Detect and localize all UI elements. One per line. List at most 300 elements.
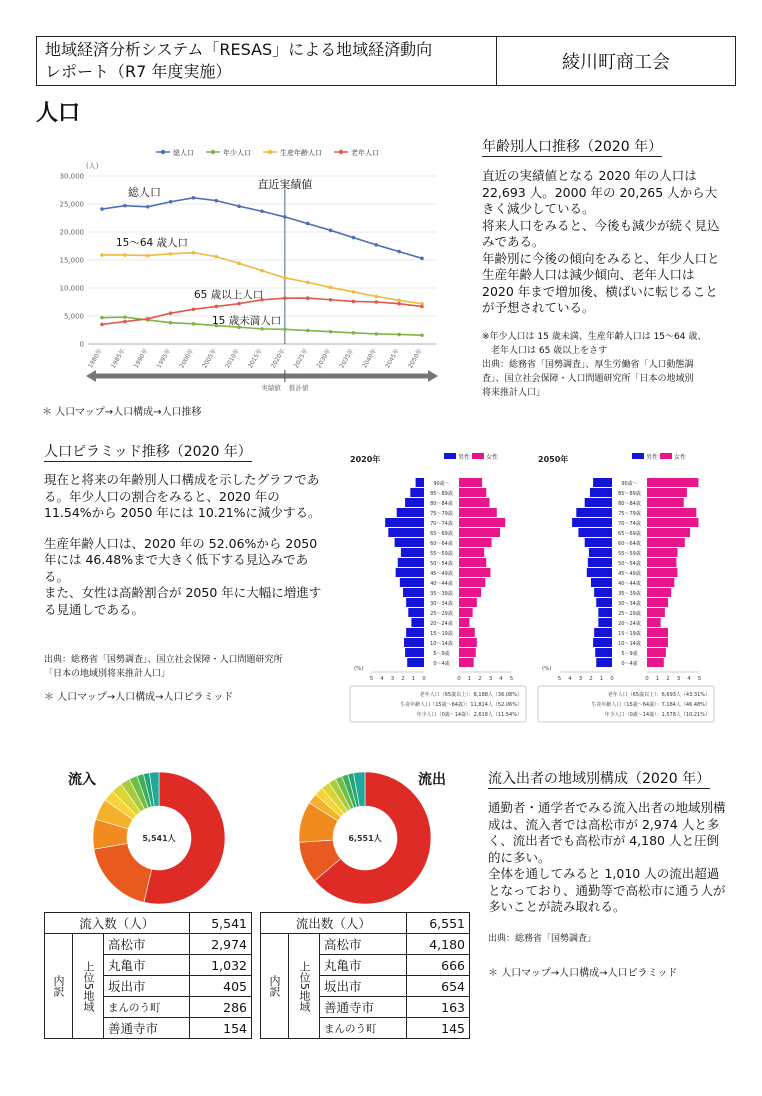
female-bar [647, 568, 677, 577]
age-group-label: 0～4歳 [621, 661, 638, 667]
male-bar [572, 518, 612, 527]
female-bar [647, 618, 661, 627]
outflow-table [260, 912, 470, 1039]
outflow-total-value: 6,551 [406, 913, 469, 934]
legend-label: 男性 [458, 454, 471, 461]
data-point [420, 333, 424, 337]
x-tick-label: 3 [578, 676, 583, 682]
y-tick-label: 10,000 [59, 284, 84, 293]
age-group-label: 5～9歳 [621, 651, 638, 657]
female-bar [647, 528, 690, 537]
y-axis-unit: (人) [86, 162, 99, 170]
female-bar [647, 638, 668, 647]
x-tick-label: 1990年 [132, 347, 150, 370]
data-point [283, 215, 287, 219]
age-group-label: 65～69歳 [430, 531, 453, 537]
male-bar [589, 548, 612, 557]
male-bar [593, 638, 612, 647]
x-tick-label: 2000年 [178, 347, 196, 370]
data-point [237, 302, 241, 306]
male-bar [587, 568, 612, 577]
x-tick-label: 4 [380, 676, 384, 682]
donut-title: 流入 [68, 772, 96, 788]
table-cell-region: 坂出市 [104, 976, 190, 997]
legend-label: 女性 [486, 454, 499, 461]
data-point [260, 327, 264, 331]
y-tick-label: 15,000 [59, 256, 84, 265]
age-group-label: 40～44歳 [430, 581, 453, 587]
data-point [306, 296, 310, 300]
table-cell-value: 163 [406, 997, 469, 1018]
data-point [100, 323, 104, 327]
age-group-label: 10～14歳 [430, 641, 453, 647]
organization-name: 綾川町商工会 [562, 52, 670, 73]
summary-line: 生産年齢人口（15歳〜64歳）：7,184人（46.48%） [591, 702, 710, 708]
age-group-label: 60～64歳 [618, 541, 641, 547]
female-bar [647, 578, 674, 587]
x-tick-label: 2 [478, 676, 482, 682]
data-point [397, 302, 401, 306]
female-bar [459, 608, 473, 617]
annotation-label: 15～64 歳人口 [116, 237, 189, 249]
male-bar [590, 488, 612, 497]
population-footnote: ＊ 人口マップ→人口構成→人口推移 [42, 407, 202, 418]
female-bar [647, 628, 668, 637]
male-bar [398, 558, 424, 567]
data-point [123, 315, 127, 319]
female-bar [459, 648, 476, 657]
data-point [374, 300, 378, 304]
table-cell-region: まんのう町 [104, 997, 190, 1018]
age-group-label: 55～59歳 [618, 551, 641, 557]
female-bar [459, 658, 474, 667]
age-group-label: 35～39歳 [430, 591, 453, 597]
male-bar [395, 538, 424, 547]
x-tick-label: 0 [457, 676, 461, 682]
table-cell-region: 善通寺市 [320, 997, 407, 1018]
pyramid-subtitle: 人口ピラミッド推移（2020 年） [44, 444, 252, 460]
table-cell-region: 丸亀市 [104, 955, 190, 976]
report-title: 地域経済分析システム「RESAS」による地域経済動向 レポート（R7 年度実施） [37, 37, 497, 85]
female-bar [459, 488, 486, 497]
female-bar [459, 628, 475, 637]
summary-line: 年少人口（0歳〜14歳）：1,578人（10.21%） [604, 712, 710, 718]
data-point [260, 209, 264, 213]
male-bar [401, 548, 424, 557]
female-bar [459, 598, 477, 607]
breakdown-label: 内訳 [45, 934, 73, 1039]
inflow-table [44, 912, 252, 1039]
female-bar [647, 658, 664, 667]
band-label: 推計値 [288, 384, 309, 392]
data-point [214, 305, 218, 309]
age-group-label: 20～24歳 [618, 621, 641, 627]
male-bar [397, 508, 424, 517]
age-group-label: 0～4歳 [433, 661, 450, 667]
legend-label: 男性 [646, 454, 659, 461]
data-point [123, 253, 127, 257]
male-bar [405, 648, 424, 657]
table-cell-value: 666 [406, 955, 469, 976]
x-tick-label: 2010年 [224, 347, 241, 370]
age-group-label: 80～84歳 [618, 501, 641, 507]
population-subtitle: 年齢別人口推移（2020 年） [482, 139, 663, 155]
summary-line: 生産年齢人口（15歳〜64歳）：11,814人（52.06%） [400, 702, 522, 708]
male-bar [403, 588, 424, 597]
male-bar [411, 618, 424, 627]
age-group-label: 35～39歳 [618, 591, 641, 597]
legend-marker [161, 150, 165, 154]
summary-line: 老年人口（65歳以上）：6,693人（43.31%） [607, 692, 710, 698]
commute-paragraph: 通勤者・通学者でみる流入出者の地域別構成は、流入者では高松市が 2,974 人と多く、流出者でも高松市が 4,180 人と圧倒的に多い。 [488, 800, 726, 865]
data-point [397, 250, 401, 254]
report-header [36, 36, 736, 86]
legend-label: 生産年齢人口 [280, 149, 322, 157]
donut-title: 流出 [418, 772, 446, 788]
data-point [146, 205, 150, 209]
commute-subtitle: 流入出者の地域別構成（2020 年） [488, 771, 711, 787]
y-tick-label: 0 [79, 340, 84, 349]
legend-marker [339, 150, 343, 154]
donut-slice [94, 843, 152, 902]
data-point [283, 276, 287, 280]
male-bar [385, 518, 424, 527]
summary-line: 老年人口（65歳以上）：8,188人（36.08%） [419, 692, 522, 698]
pyramid-year-label: 2020年 [350, 455, 381, 464]
annotation-label: 15 歳未満人口 [212, 315, 282, 327]
x-tick-label: 1 [655, 676, 660, 682]
table-cell-value: 145 [406, 1018, 469, 1039]
table-cell-region: 高松市 [104, 934, 190, 955]
female-bar [459, 558, 486, 567]
age-group-label: 45～49歳 [618, 571, 641, 577]
age-group-label: 25～29歳 [618, 611, 641, 617]
unit-label: (%) [354, 666, 364, 672]
population-trend-chart [36, 138, 446, 398]
arrow-head [428, 370, 438, 382]
population-paragraph: 年齢別に今後の傾向をみると、年少人口と生産年齢人口は減少傾向、老年人口は 2020 年まで増加後、横ばいに転じることが予想されている。 [482, 250, 720, 315]
pyramid-source: 出典：総務省「国勢調査」、国立社会保障・人口問題研究所 「日本の地域別将来推計人口」 [44, 655, 283, 679]
data-point [420, 305, 424, 309]
female-bar [647, 608, 665, 617]
x-tick-label: 2020年 [269, 347, 287, 370]
outflow-total-label: 流出数（人） [261, 913, 407, 934]
data-point [283, 296, 287, 300]
female-bar [459, 548, 484, 557]
age-group-label: 20～24歳 [430, 621, 453, 627]
data-point [306, 281, 310, 285]
x-tick-label: 2 [401, 676, 405, 682]
table-cell-value: 2,974 [189, 934, 251, 955]
annotation-label: 総人口 [128, 186, 161, 199]
data-point [352, 236, 356, 240]
x-tick-label: 5 [697, 676, 702, 682]
x-tick-label: 4 [499, 676, 503, 682]
pyramid-text [44, 472, 330, 618]
female-bar [647, 488, 687, 497]
data-point [169, 200, 173, 204]
x-tick-label: 3 [390, 676, 395, 682]
legend-swatch-female [660, 453, 672, 459]
y-tick-label: 25,000 [59, 200, 84, 209]
age-group-label: 70～74歳 [618, 521, 641, 527]
y-tick-label: 30,000 [59, 172, 84, 181]
age-group-label: 70～74歳 [430, 521, 453, 527]
legend-label: 総人口 [173, 149, 194, 157]
x-tick-label: 1980年 [87, 347, 104, 370]
data-point [397, 299, 401, 303]
data-point [146, 317, 150, 321]
age-group-label: 40～44歳 [618, 581, 641, 587]
pyramid-year-label: 2050年 [538, 455, 569, 464]
male-bar [416, 478, 424, 487]
data-point [123, 320, 127, 324]
male-bar [410, 488, 424, 497]
table-cell-region: 善通寺市 [104, 1018, 190, 1039]
data-point [374, 295, 378, 299]
legend-swatch-male [632, 453, 644, 459]
commute-footnote: ＊ 人口マップ→人口構成→人口ピラミッド [488, 968, 678, 979]
table-cell-region: 坂出市 [320, 976, 407, 997]
data-point [214, 199, 218, 203]
x-tick-label: 2015年 [247, 347, 264, 370]
table-cell-value: 1,032 [189, 955, 251, 976]
legend-marker [211, 150, 215, 154]
table-cell-value: 286 [189, 997, 251, 1018]
table-cell-value: 154 [189, 1018, 251, 1039]
data-point [352, 290, 356, 294]
top5-label: 上位5地域 [289, 934, 320, 1039]
x-tick-label: 1 [411, 676, 416, 682]
age-group-label: 75～79歳 [618, 511, 641, 517]
commute-text [488, 800, 728, 916]
female-bar [459, 518, 505, 527]
female-bar [459, 618, 470, 627]
age-group-label: 15～19歳 [430, 631, 453, 637]
x-tick-label: 4 [568, 676, 572, 682]
female-bar [459, 528, 500, 537]
y-tick-label: 5,000 [63, 312, 84, 321]
age-group-label: 15～19歳 [618, 631, 641, 637]
x-tick-label: 2040年 [361, 347, 379, 370]
data-point [352, 331, 356, 335]
legend-swatch-female [472, 453, 484, 459]
male-bar [596, 598, 612, 607]
x-tick-label: 2 [666, 676, 670, 682]
outflow-donut-chart [268, 768, 462, 906]
female-bar [459, 578, 485, 587]
x-tick-label: 2025年 [292, 347, 310, 370]
data-point [329, 330, 333, 334]
x-tick-label: 5 [557, 676, 562, 682]
data-point [192, 307, 196, 311]
data-point [192, 322, 196, 326]
y-tick-label: 20,000 [59, 228, 84, 237]
data-point [352, 300, 356, 304]
male-bar [594, 588, 612, 597]
age-group-label: 55～59歳 [430, 551, 453, 557]
arrow-head [86, 370, 96, 382]
x-tick-label: 2 [589, 676, 593, 682]
band-label: 実績値 [261, 384, 281, 392]
x-tick-label: 0 [422, 676, 426, 682]
female-bar [647, 548, 677, 557]
summary-line: 年少人口（0歳〜14歳）：2,618人（11.54%） [416, 712, 522, 718]
male-bar [405, 498, 424, 507]
data-point [260, 269, 264, 273]
inflow-donut-chart [62, 768, 256, 906]
male-bar [593, 478, 612, 487]
x-tick-label: 1995年 [155, 347, 173, 370]
female-bar [459, 478, 482, 487]
female-bar [647, 648, 666, 657]
age-group-label: 75～79歳 [430, 511, 453, 517]
female-bar [459, 588, 481, 597]
commute-paragraph: 全体を通してみると 1,010 人の流出超過となっており、通勤等で高松市に通う人が多いことが読み取れる。 [488, 866, 726, 914]
legend-label: 老年人口 [351, 149, 379, 157]
table-cell-region: まんのう町 [320, 1018, 407, 1039]
data-point [169, 321, 173, 325]
male-bar [408, 608, 424, 617]
donut-center-label: 5,541人 [142, 834, 176, 843]
data-point [237, 204, 241, 208]
male-bar [406, 598, 424, 607]
female-bar [647, 588, 671, 597]
pyramid-paragraph: 現在と将来の年齢別人口構成を示したグラフである。年少人口の割合をみると、2020 年の 11.54%から 2050 年には 10.21%に減少する。 [44, 472, 321, 520]
x-tick-label: 0 [645, 676, 649, 682]
male-bar [591, 578, 612, 587]
data-point [169, 311, 173, 315]
female-bar [647, 498, 684, 507]
data-point [329, 298, 333, 302]
data-point [283, 328, 287, 332]
data-point [214, 255, 218, 259]
male-bar [598, 608, 612, 617]
x-tick-label: 5 [509, 676, 514, 682]
population-text [482, 168, 728, 317]
x-tick-label: 2045年 [384, 347, 401, 370]
data-point [306, 222, 310, 226]
age-group-label: 30～34歳 [430, 601, 453, 607]
male-bar [407, 658, 424, 667]
legend-label: 年少人口 [223, 149, 251, 157]
data-point [237, 262, 241, 266]
legend-marker [268, 150, 272, 154]
age-group-label: 60～64歳 [430, 541, 453, 547]
series-line [102, 198, 422, 258]
age-group-label: 85～89歳 [430, 491, 453, 497]
male-bar [388, 528, 424, 537]
female-bar [647, 538, 685, 547]
age-group-label: 85～89歳 [618, 491, 641, 497]
pyramid-footnote: ＊ 人口マップ→人口構成→人口ピラミッド [44, 692, 234, 703]
male-bar [588, 558, 612, 567]
legend-swatch-male [444, 453, 456, 459]
female-bar [459, 568, 491, 577]
age-group-label: 10～14歳 [618, 641, 641, 647]
legend-label: 女性 [674, 454, 687, 461]
age-group-label: 25～29歳 [430, 611, 453, 617]
pyramid-paragraph: また、女性は高齢割合が 2050 年に大幅に増進する見通しである。 [44, 585, 322, 617]
population-paragraph: 直近の実績値となる 2020 年の人口は 22,693 人。2000 年の 20,265 人から大きく減少している。 [482, 168, 718, 216]
data-point [306, 329, 310, 333]
female-bar [647, 558, 676, 567]
x-tick-label: 4 [687, 676, 691, 682]
data-point [100, 207, 104, 211]
pyramid-chart-2020 [348, 448, 530, 740]
female-bar [647, 518, 698, 527]
x-tick-label: 2035年 [338, 347, 356, 370]
pyramid-paragraph: 生産年齢人口は、2020 年の 52.06%から 2050 年には 46.48%まで大きく低下する見込みである。 [44, 535, 318, 584]
data-point [397, 333, 401, 337]
age-group-label: 45～49歳 [430, 571, 453, 577]
male-bar [595, 648, 612, 657]
male-bar [404, 638, 424, 647]
population-paragraph: 将来人口をみると、今後も減少が続く見込みである。 [482, 217, 720, 249]
data-point [169, 252, 173, 256]
age-group-label: 80～84歳 [430, 501, 453, 507]
inflow-total-value: 5,541 [189, 913, 251, 934]
top5-label: 上位5地域 [73, 934, 104, 1039]
table-cell-value: 4,180 [406, 934, 469, 955]
female-bar [647, 478, 698, 487]
data-point [329, 286, 333, 290]
male-bar [585, 498, 612, 507]
male-bar [400, 578, 424, 587]
x-tick-label: 1 [467, 676, 472, 682]
x-tick-label: 2005年 [201, 347, 219, 370]
table-cell-value: 654 [406, 976, 469, 997]
male-bar [578, 528, 612, 537]
male-bar [596, 658, 612, 667]
table-cell-value: 405 [189, 976, 251, 997]
annotation-label: 直近実績値 [257, 178, 313, 191]
x-tick-label: 2050年 [407, 347, 424, 370]
age-group-label: 90歳～ [621, 481, 638, 487]
data-point [100, 316, 104, 320]
data-point [374, 332, 378, 336]
pyramid-chart-2050 [536, 448, 718, 740]
data-point [123, 204, 127, 208]
x-tick-label: 2030年 [315, 347, 333, 370]
data-point [146, 254, 150, 258]
section-title: 人口 [36, 101, 81, 126]
female-bar [459, 638, 477, 647]
female-bar [459, 538, 492, 547]
x-tick-label: 3 [676, 676, 681, 682]
female-bar [647, 508, 696, 517]
age-group-label: 90歳～ [433, 481, 450, 487]
table-cell-region: 丸亀市 [320, 955, 407, 976]
age-group-label: 50～54歳 [618, 561, 641, 567]
female-bar [459, 498, 489, 507]
annotation-label: 65 歳以上人口 [194, 289, 264, 301]
data-point [192, 251, 196, 255]
male-bar [598, 618, 612, 627]
data-point [100, 253, 104, 257]
male-bar [406, 628, 424, 637]
inflow-total-label: 流入数（人） [45, 913, 190, 934]
data-point [420, 257, 424, 261]
donut-center-label: 6,551人 [348, 834, 382, 843]
x-tick-label: 0 [610, 676, 614, 682]
x-tick-label: 3 [488, 676, 493, 682]
age-group-label: 5～9歳 [433, 651, 450, 657]
data-point [329, 229, 333, 233]
age-group-label: 30～34歳 [618, 601, 641, 607]
data-point [374, 243, 378, 247]
breakdown-label: 内訳 [261, 934, 289, 1039]
